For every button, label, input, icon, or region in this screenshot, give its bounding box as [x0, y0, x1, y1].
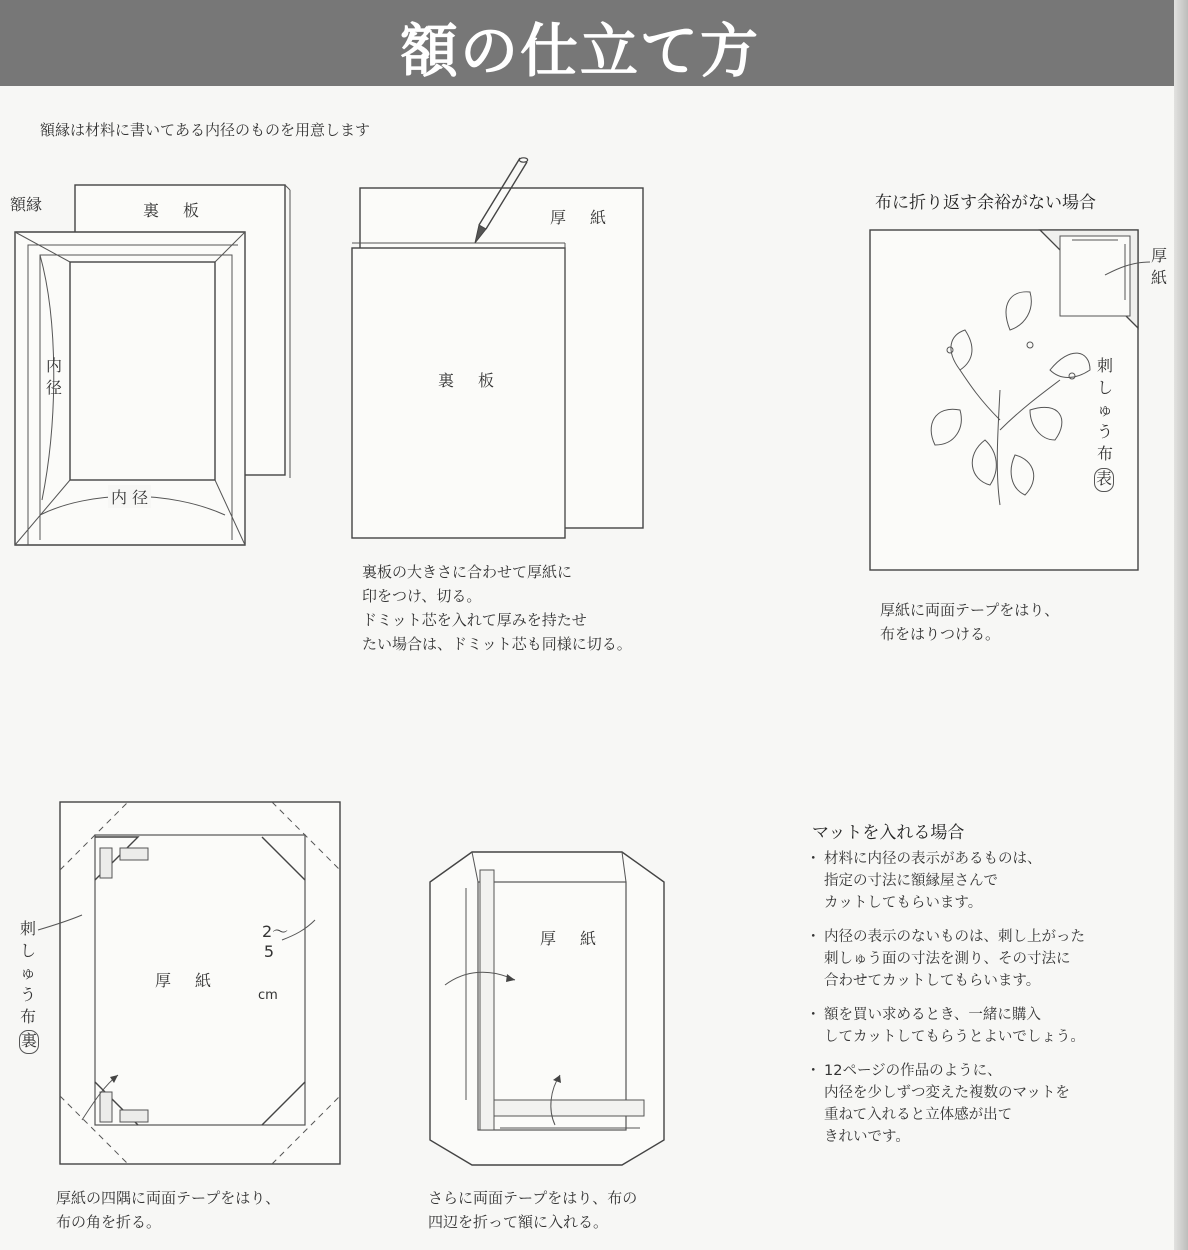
- figure5-caption: さらに両面テープをはり、布の 四辺を折って額に入れる。: [428, 1189, 638, 1231]
- figure3-caption: 厚紙に両面テープをはり、 布をはりつける。: [880, 601, 1060, 643]
- mat-bullet-2: ・ 内径の表示のないものは、刺し上がった 刺しゅう面の寸法を測り、その寸法に 合わせてカットしてもらいます。: [806, 926, 1146, 992]
- backboard-label-2: 裏 板: [438, 371, 499, 390]
- mat-section-list: [806, 848, 1146, 1160]
- backboard2-shape: [352, 248, 565, 538]
- figure2-caption: 裏板の大きさに合わせて厚紙に 印をつけ、切る。 ドミット芯を入れて厚みを持たせ たい場合は、ドミット芯も同様に切る。: [362, 563, 632, 653]
- frame-label: 額縁: [10, 195, 43, 214]
- cardboard-label: 厚 紙: [550, 208, 611, 227]
- cardboard-label-4: 厚 紙: [155, 971, 216, 990]
- margin-size-label: 2〜5: [262, 922, 289, 961]
- figure4-caption: 厚紙の四隅に両面テープをはり、 布の角を折る。: [56, 1189, 281, 1231]
- cardboard-label-5: 厚 紙: [540, 929, 601, 948]
- no-fold-margin-heading: 布に折り返す余裕がない場合: [875, 193, 1096, 213]
- fabric-label-4: 刺しゅう布: [19, 919, 36, 1026]
- backboard-label: 裏 板: [143, 201, 204, 220]
- mat-bullet-1: ・ 材料に内径の表示があるものは、 指定の寸法に額縁屋さんで カットしてもらいます。: [806, 848, 1146, 914]
- fabric-back-side-label: 裏: [19, 1030, 39, 1054]
- page-title: 額の仕立て方: [399, 17, 760, 85]
- fabric-front-side-label: 表: [1094, 468, 1114, 492]
- mat-section-heading: マットを入れる場合: [812, 823, 965, 843]
- margin-unit-label: cm: [258, 988, 278, 1003]
- figure5-drawing: [430, 852, 664, 1165]
- intro-text: 額縁は材料に書いてある内径のものを用意します: [40, 121, 371, 139]
- inner-diameter-vertical-label: 内径: [45, 356, 62, 397]
- cardboard-label-3: 厚紙: [1150, 246, 1167, 287]
- inner-diameter-horizontal-label: 内 径: [108, 485, 151, 508]
- mat-bullet-4: ・ 12ページの作品のように、 内径を少しずつ変えた複数のマットを 重ねて入れると立体感が出て きれいです。: [806, 1060, 1146, 1148]
- fabric-label-3: 刺しゅう布: [1096, 356, 1113, 463]
- mat-bullet-3: ・ 額を買い求めるとき、一緒に購入 してカットしてもらうとよいでしょう。: [806, 1004, 1146, 1048]
